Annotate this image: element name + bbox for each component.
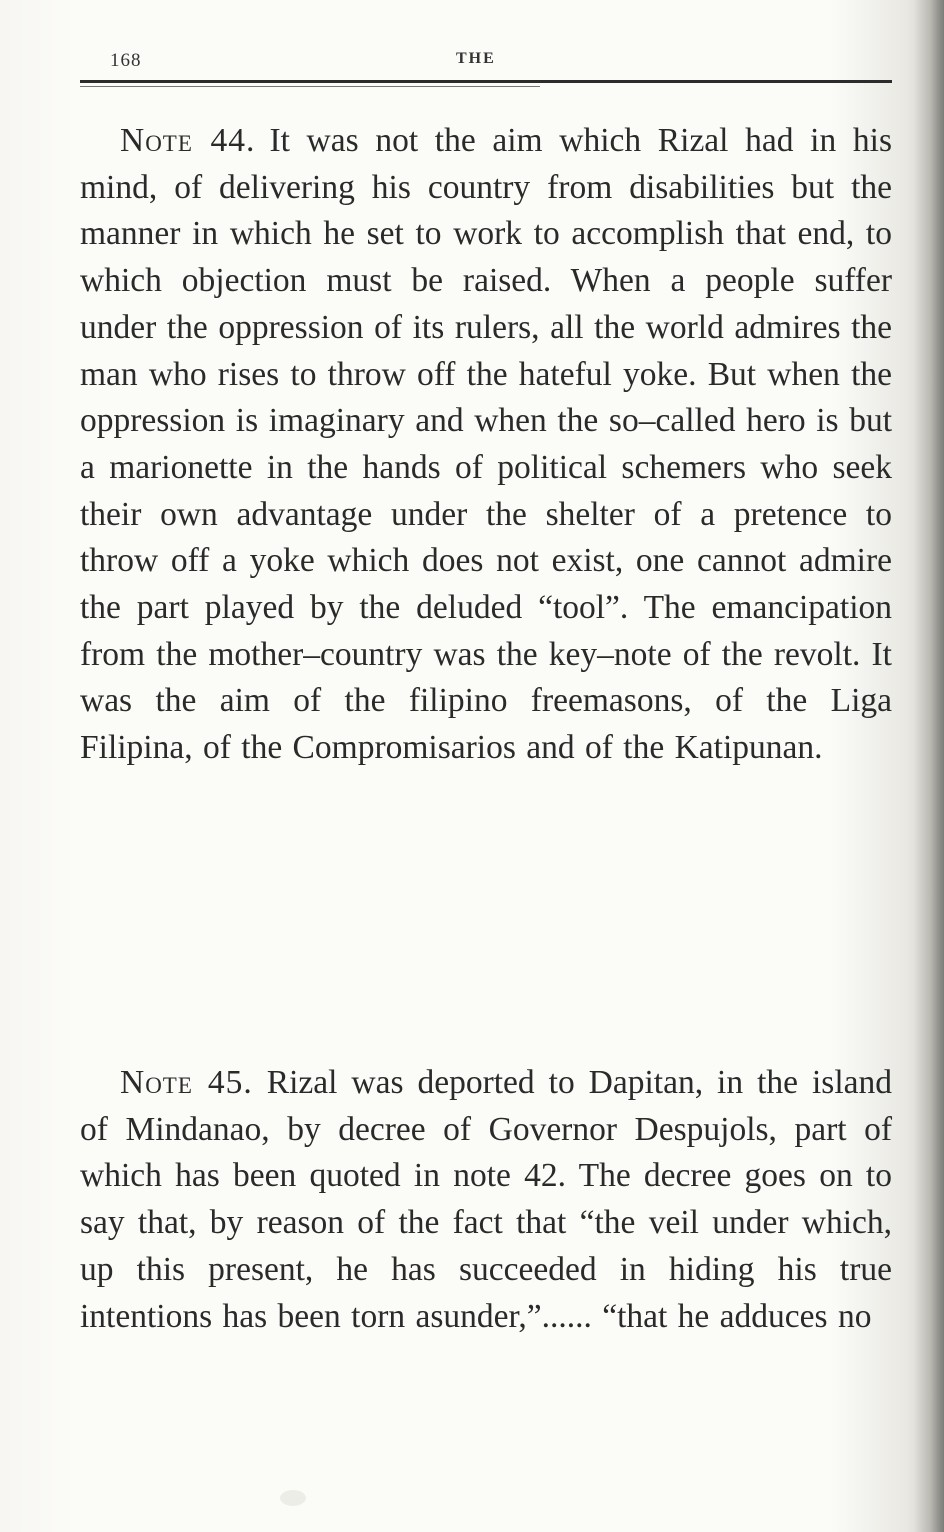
note-45-text: Rizal was deported to Dapitan, in the island of Mindanao, by decree of Governor Despujols, part of which has been quoted in note 42. The decree goes on to say that, by reason of the fact that “the veil under which, up this present, he has succeeded in hiding his true intentions has been torn asunder,”...... “that he adduces no	[80, 1064, 892, 1335]
running-title: THE	[456, 50, 496, 67]
note-44-text: It was not the aim which Rizal had in his mind, of delivering his country from disabilities but the manner in which he set to work to accomplish that end, to which objection must be raised. When a people suffer under the oppression of its rulers, all the world admires the man who rises to throw off the hateful yoke. But when the oppression is imaginary and when the so–called hero is but a marionette in the hands of political schemers who seek their own advantage under the shelter of a pretence to throw off a yoke which does not exist, one cannot admire the part played by the deluded “tool”. The emancipation from the mother–country was the key–note of the revolt. It was the aim of the filipino freemasons, of the Liga Filipina, of the Compromisarios and of the Katipunan.	[80, 122, 892, 767]
note-44-label: Note 44.	[120, 122, 256, 159]
paper-smudge	[280, 1490, 306, 1506]
page-edge-shadow	[914, 0, 944, 1532]
header-rule	[80, 80, 892, 83]
page-header	[80, 48, 892, 78]
header-rule-thin	[80, 86, 540, 87]
page-number: 168	[110, 50, 142, 71]
note-44-paragraph	[80, 118, 892, 772]
note-45-paragraph	[80, 1060, 892, 1340]
note-45-label: Note 45.	[120, 1064, 253, 1101]
